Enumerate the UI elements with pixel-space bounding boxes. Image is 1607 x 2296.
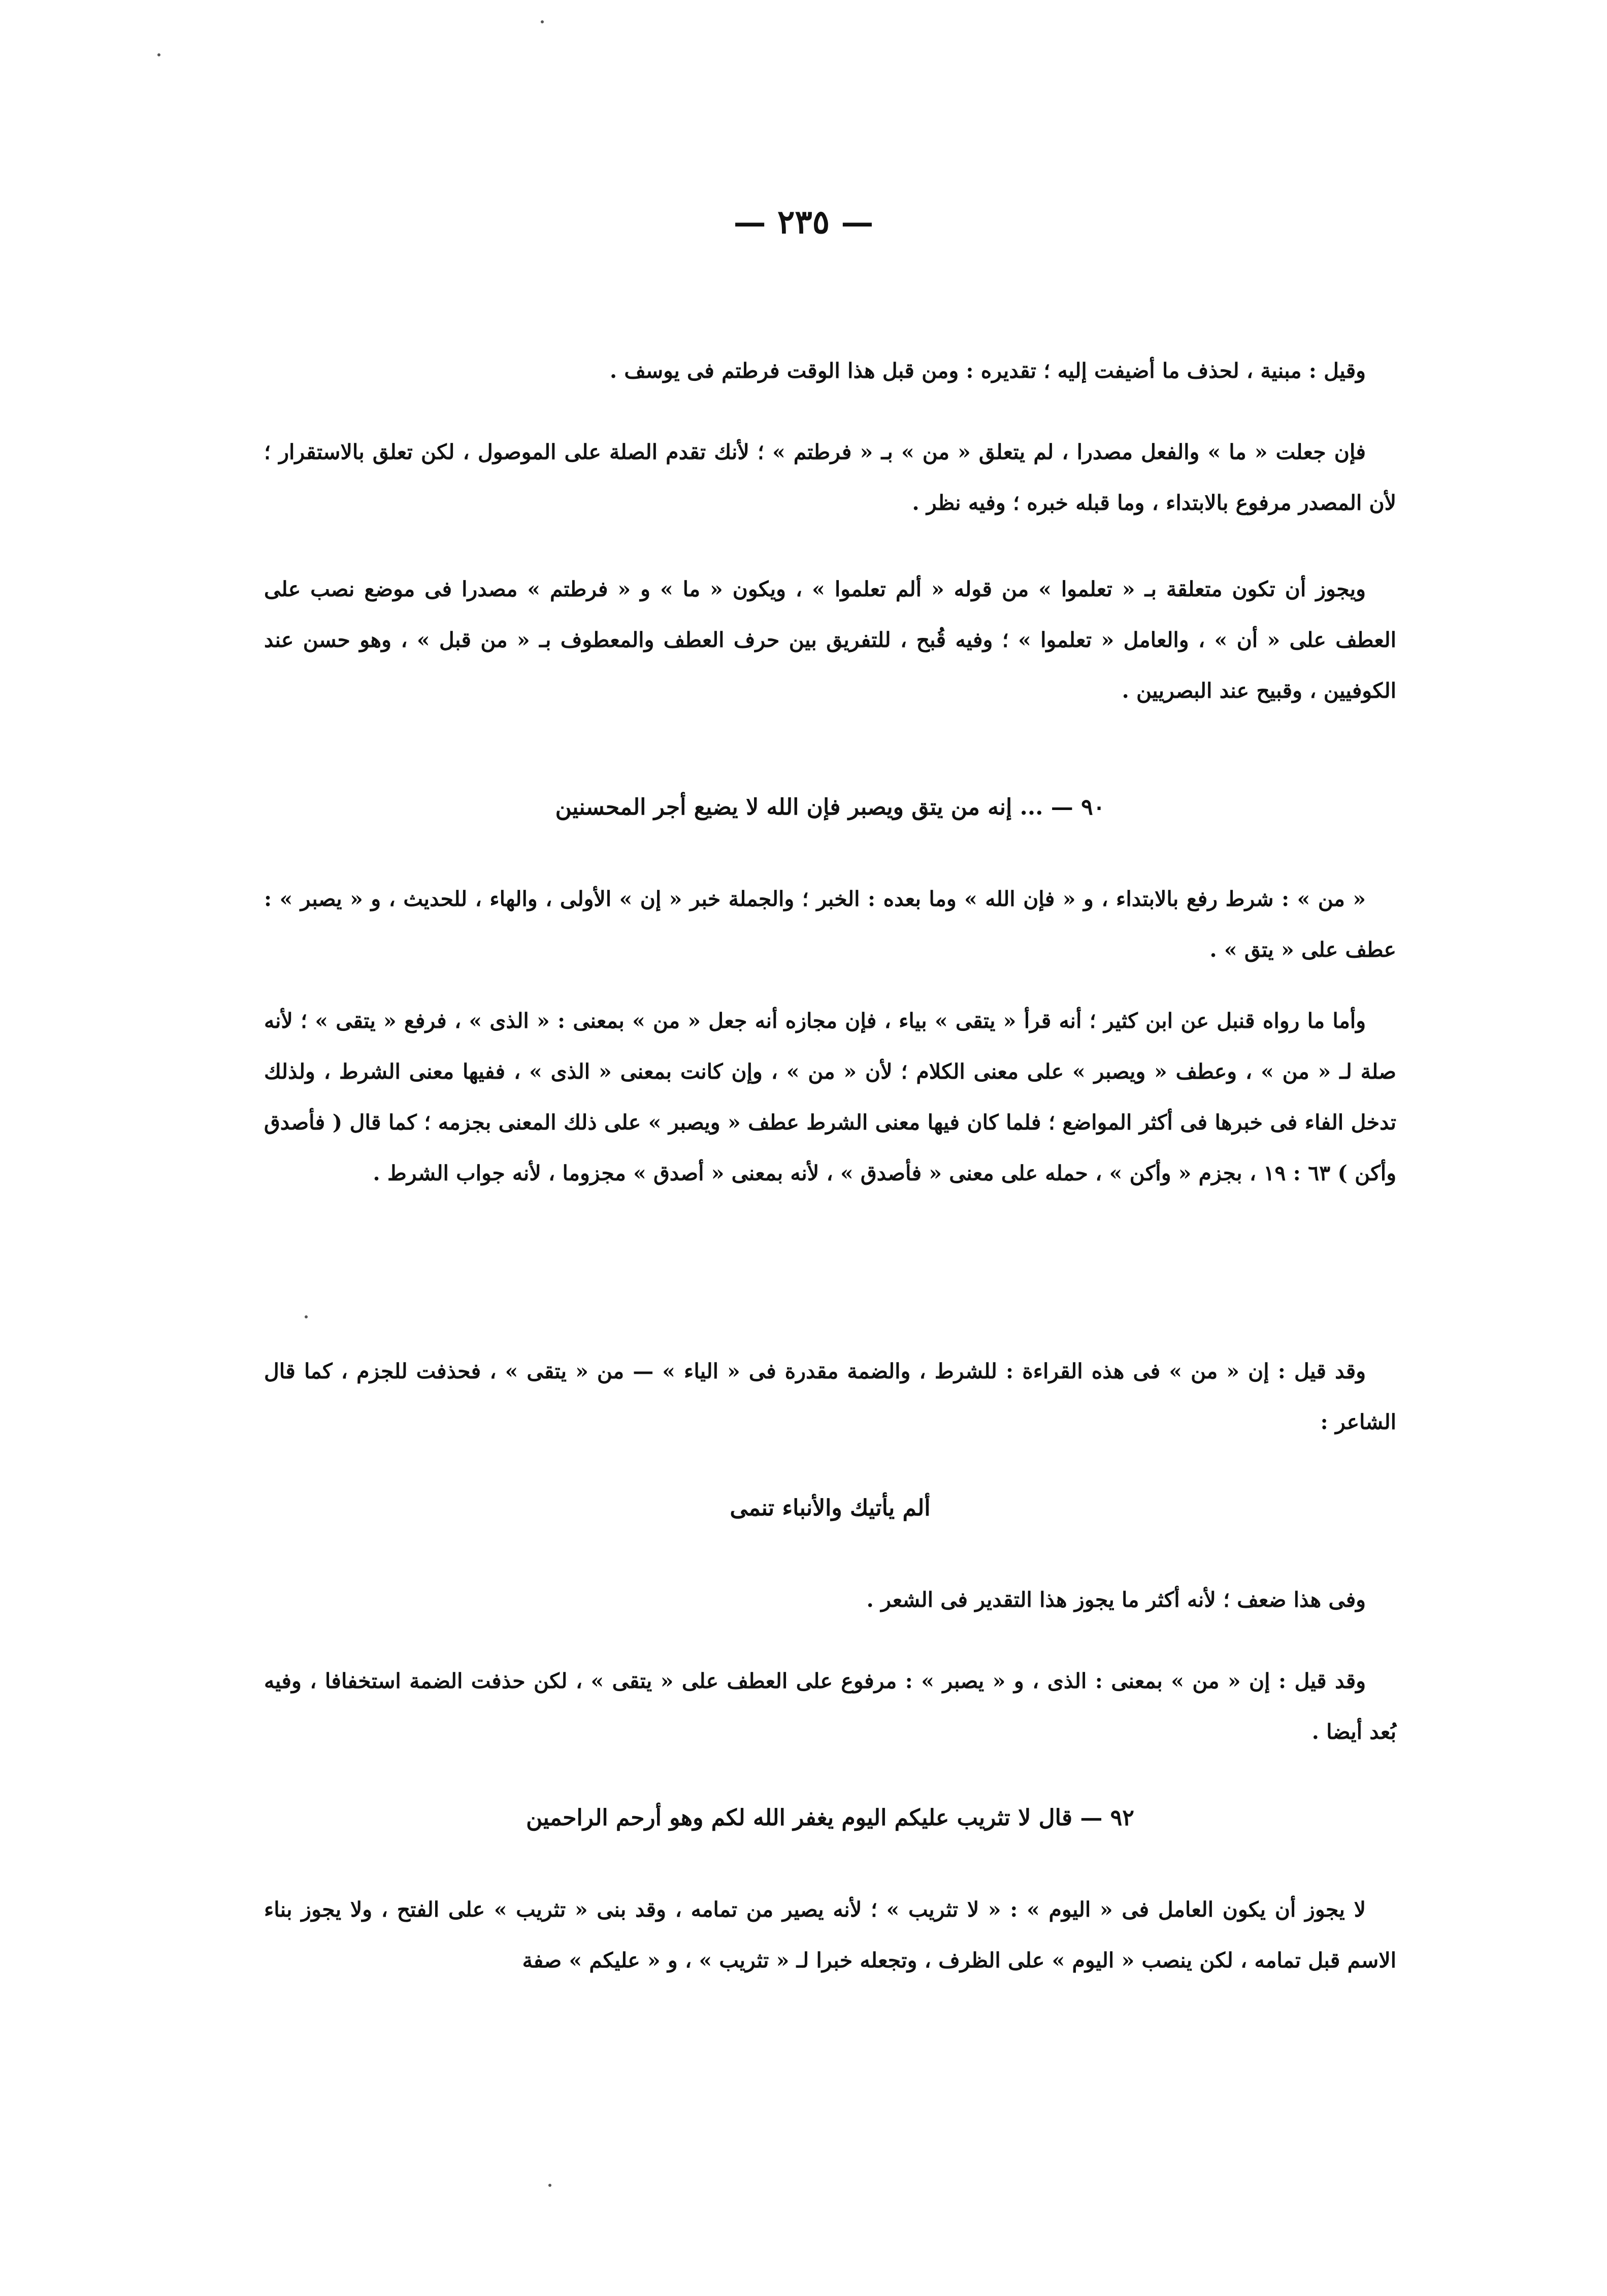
scan-speck bbox=[157, 53, 160, 56]
poem-verse: ألم يأتيك والأنباء تنمى bbox=[730, 1495, 931, 1521]
paragraph-2: فإن جعلت « ما » والفعل مصدرا ، لم يتعلق « من » بـ « فرطتم » ؛ لأنك تقدم الصلة على الموصول ، لكن تعلق بالاستقرار ؛ لأن المصدر مرفوع بالابتداء ، وما قبله خبره ؛ وفيه نظر . bbox=[264, 440, 1396, 515]
verse-heading-92: ٩٢ — قال لا تثريب عليكم اليوم يغفر الله لكم وهو أرحم الراحمين bbox=[526, 1805, 1134, 1831]
scan-speck bbox=[305, 1315, 308, 1318]
scan-speck bbox=[548, 2184, 551, 2187]
paragraph-1: وقيل : مبنية ، لحذف ما أضيفت إليه ؛ تقديره : ومن قبل هذا الوقت فرطتم فى يوسف . bbox=[609, 359, 1366, 383]
paragraph-7: وفى هذا ضعف ؛ لأنه أكثر ما يجوز هذا التقدير فى الشعر . bbox=[866, 1588, 1366, 1612]
scan-speck bbox=[541, 20, 544, 23]
verse-heading-90: ٩٠ — ... إنه من يتق ويصبر فإن الله لا يضيع أجر المحسنين bbox=[555, 794, 1105, 820]
paragraph-5: وأما ما رواه قنبل عن ابن كثير ؛ أنه قرأ « يتقى » بياء ، فإن مجازه أنه جعل « من » بمعنى : « الذى » ، فرفع « يتقى » ؛ لأنه صلة لـ « من » ، وعطف « ويصبر » على معنى الكلام ؛ لأن « من » ، وإن كانت بمعنى « الذى » ، ففيها معنى الشرط ، ولذلك تدخل الفاء فى خبرها فى أكثر المواضع ؛ فلما كان فيها معنى الشرط عطف « ويصبر » على ذلك المعنى بجزمه ؛ كما قال ( فأصدق وأكن ) ٦٣ : ١٩ ، بجزم « وأكن » ، حمله على معنى « فأصدق » ، لأنه بمعنى « أصدق » مجزوما ، لأنه جواب الشرط . bbox=[264, 1009, 1396, 1185]
page-number: — ٢٣٥ — bbox=[733, 203, 874, 241]
paragraph-8: وقد قيل : إن « من » بمعنى : الذى ، و « يصبر » : مرفوع على العطف على « يتقى » ، لكن حذفت الضمة استخفافا ، وفيه بُعد أيضا . bbox=[264, 1669, 1396, 1744]
paragraph-4: « من » : شرط رفع بالابتداء ، و « فإن الله » وما بعده : الخبر ؛ والجملة خبر « إن » الأولى ، والهاء ، للحديث ، و « يصبر » : عطف على « يتق » . bbox=[264, 887, 1396, 962]
paragraph-3: ويجوز أن تكون متعلقة بـ « تعلموا » من قوله « ألم تعلموا » ، ويكون « ما » و « فرطتم » مصدرا فى موضع نصب على العطف على « أن » ، والعامل « تعلموا » ؛ وفيه قُبح ، للتفريق بين حرف العطف والمعطوف بـ « من قبل » ، وهو حسن عند الكوفيين ، وقبيح عند البصريين . bbox=[264, 577, 1396, 703]
paragraph-9: لا يجوز أن يكون العامل فى « اليوم » : « لا تثريب » ؛ لأنه يصير من تمامه ، وقد بنى « تثريب » على الفتح ، ولا يجوز بناء الاسم قبل تمامه ، لكن ينصب « اليوم » على الظرف ، وتجعله خبرا لـ « تثريب » ، و « عليكم » صفة bbox=[264, 1897, 1396, 1972]
paragraph-6: وقد قيل : إن « من » فى هذه القراءة : للشرط ، والضمة مقدرة فى « الياء » — من « يتقى » ، فحذفت للجزم ، كما قال الشاعر : bbox=[264, 1359, 1396, 1434]
